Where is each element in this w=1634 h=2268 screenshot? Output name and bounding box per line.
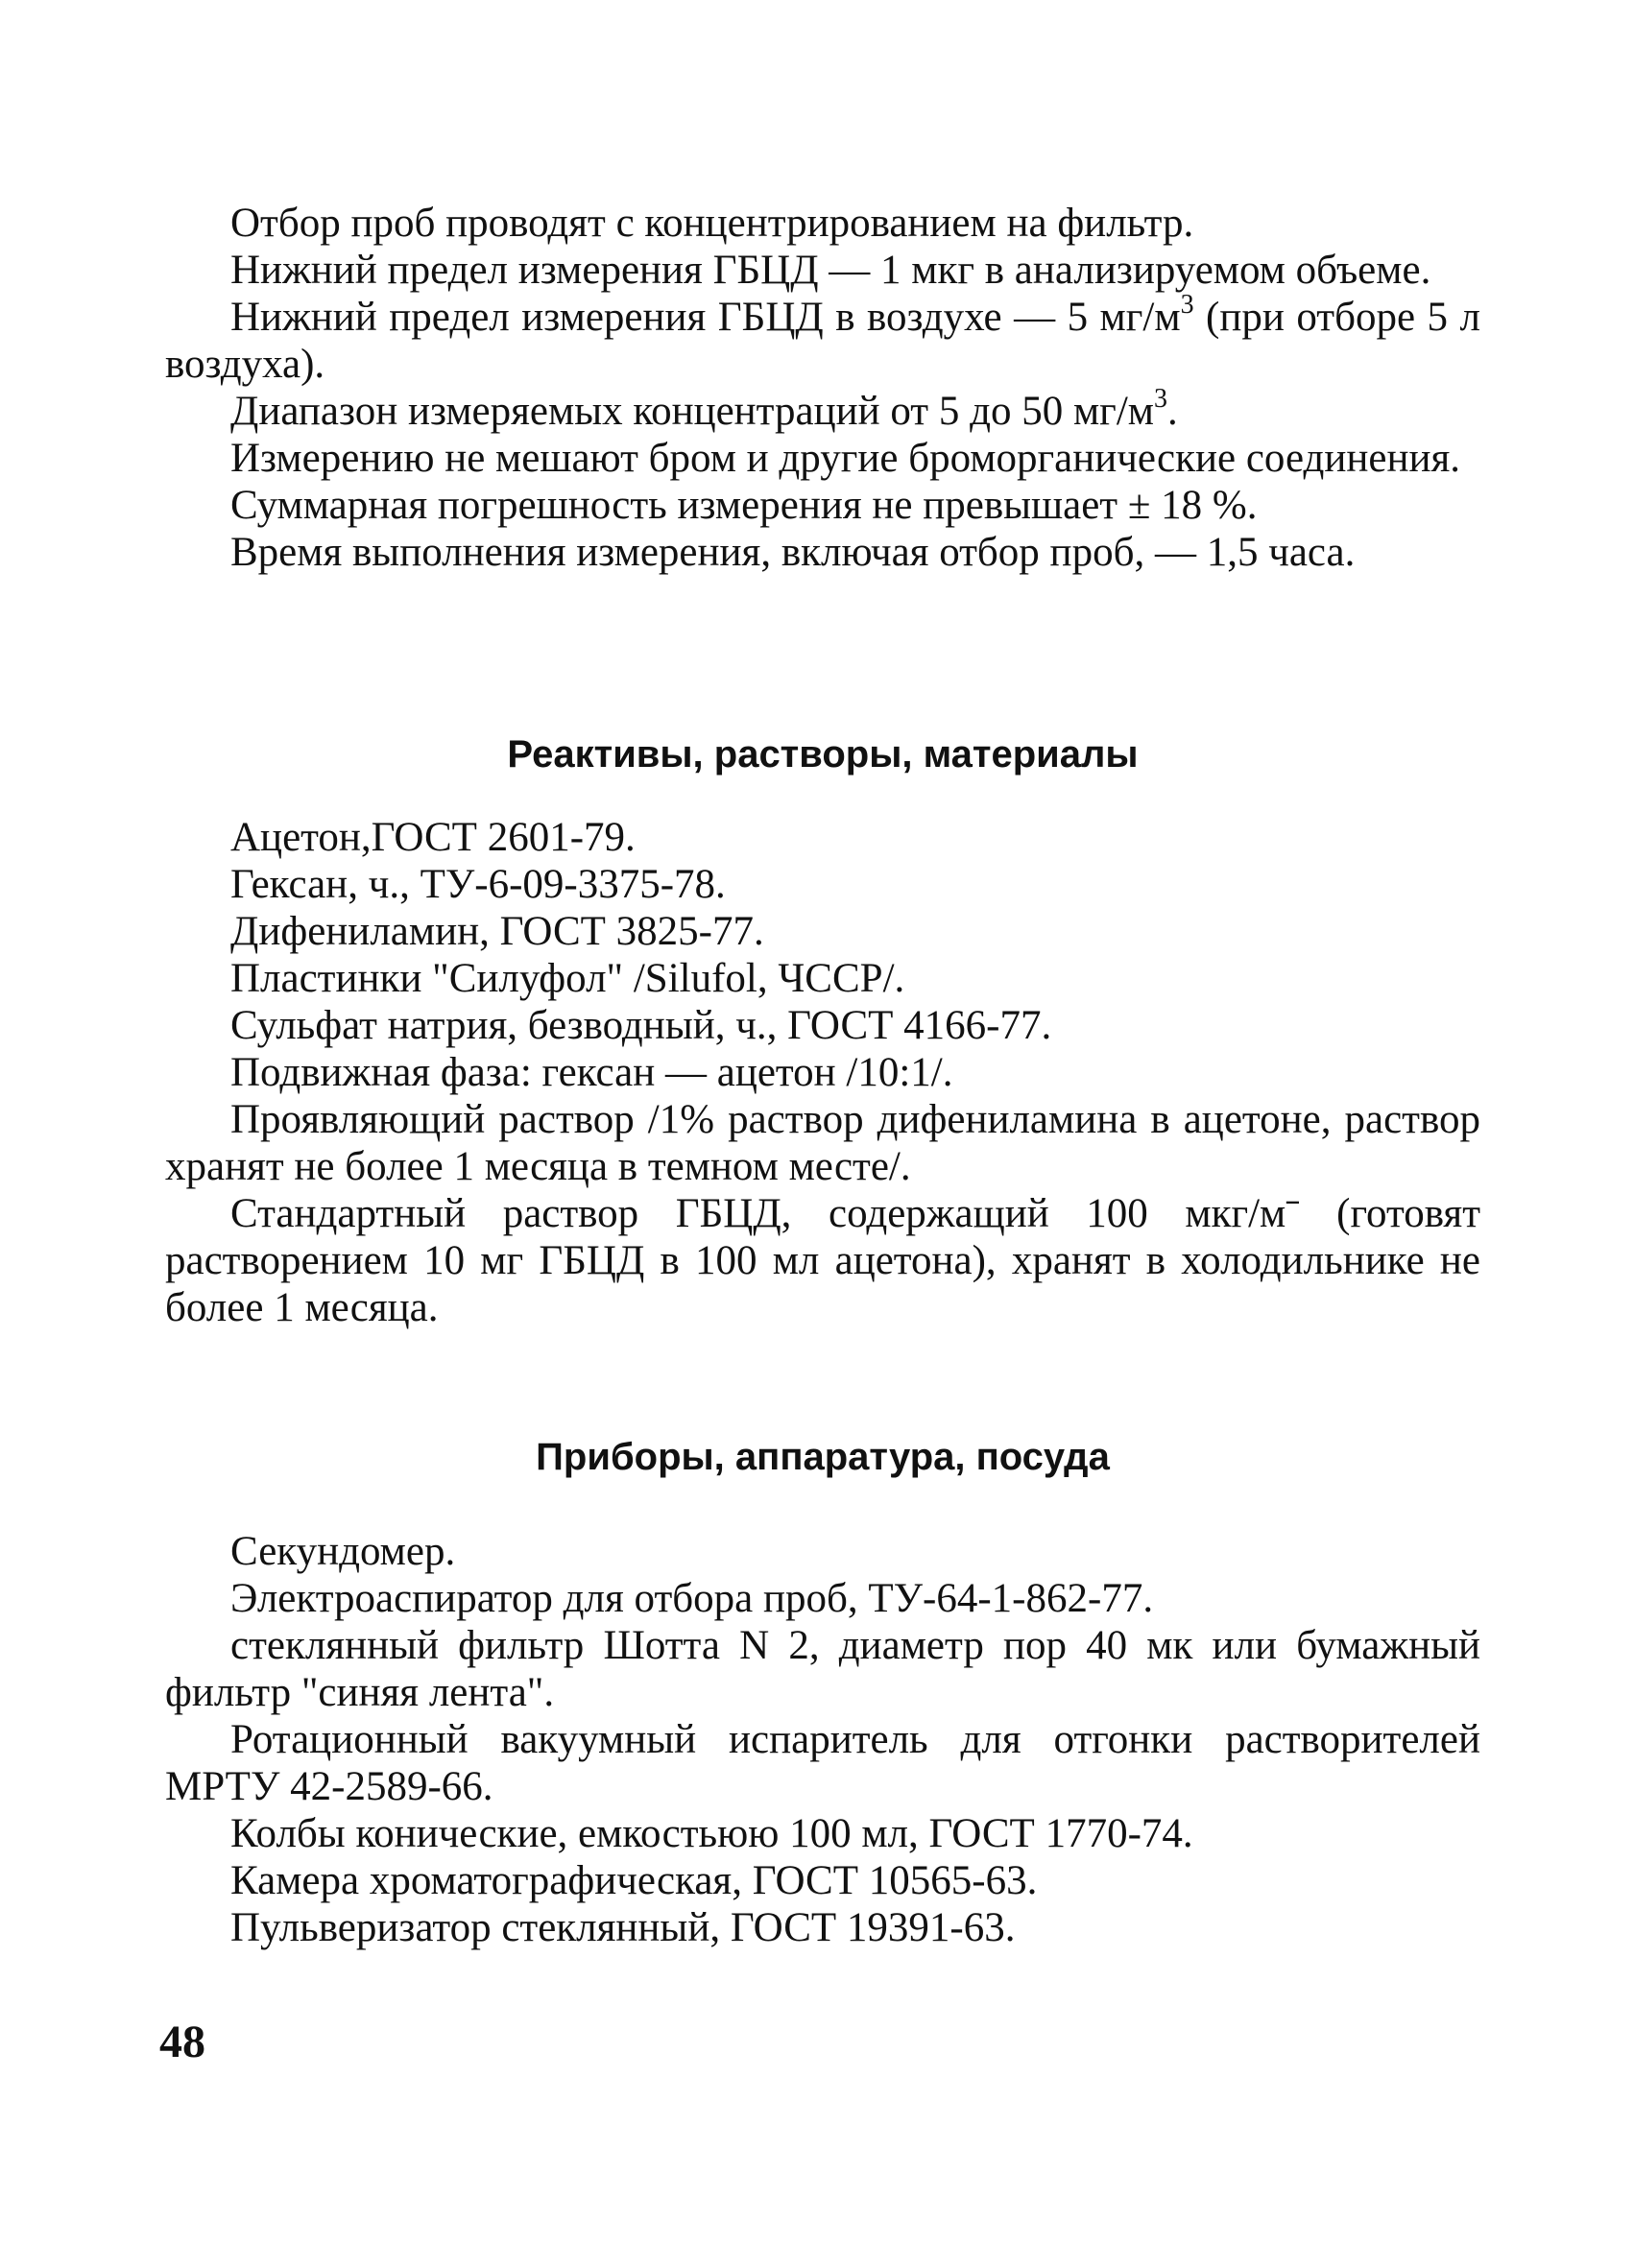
equipment-list bbox=[165, 1528, 1480, 1951]
page-number: 48 bbox=[159, 2017, 205, 2067]
superscript: 3 bbox=[1180, 290, 1194, 320]
paragraph: Измерению не мешают бром и другие броморганические соединения. bbox=[230, 436, 1461, 481]
list-item: Ротационный вакуумный испаритель для отгонки растворителей МРТУ 42-2589-66. bbox=[165, 1717, 1480, 1809]
paragraph: Суммарная погрешность измерения не превышает ± 18 %. bbox=[230, 483, 1258, 528]
paragraph-text: Диапазон измеряемых концентраций от 5 до 50 мг/м bbox=[230, 389, 1154, 434]
section-heading-reagents: Реактивы, растворы, материалы bbox=[507, 733, 1139, 776]
paragraph: Время выполнения измерения, включая отбор проб, — 1,5 часа. bbox=[230, 530, 1356, 575]
section-heading-equipment: Приборы, аппаратура, посуда bbox=[536, 1436, 1110, 1478]
list-item: Стандартный раствор ГБЦД, содержащий 100 мкг/мˉ (готовят растворением 10 мг ГБЦД в 100 мл ацетона), хранят в холодильнике не более 1 месяца. bbox=[165, 1191, 1480, 1330]
list-item: Колбы конические, емкостьюю 100 мл, ГОСТ 1770-74. bbox=[230, 1811, 1193, 1856]
list-item: Дифениламин, ГОСТ 3825-77. bbox=[230, 909, 764, 954]
list-item: Ацетон,ГОСТ 2601-79. bbox=[230, 815, 636, 860]
paragraph-text: отборе 5 л воздуха). bbox=[165, 295, 1480, 387]
paragraph-text: (при bbox=[1193, 295, 1285, 340]
list-item: Электроаспиратор для отбора проб, ТУ-64-1-862-77. bbox=[230, 1576, 1154, 1621]
paragraph: Нижний предел измерения ГБЦД — 1 мкг в анализируемом объеме. bbox=[230, 248, 1431, 293]
list-item: Камера хроматографическая, ГОСТ 10565-63. bbox=[230, 1858, 1038, 1903]
list-item: Секундомер. bbox=[230, 1529, 456, 1574]
superscript: 3 bbox=[1153, 384, 1167, 414]
paragraph-text: . bbox=[1166, 389, 1178, 434]
list-item: Пластинки "Силуфол" /Silufol, ЧССР/. bbox=[230, 956, 905, 1001]
intro-section bbox=[165, 200, 1480, 576]
reagents-list bbox=[165, 814, 1480, 1331]
list-item: Пульверизатор стеклянный, ГОСТ 19391-63. bbox=[230, 1905, 1016, 1950]
list-item: стеклянный фильтр Шотта N 2, диаметр пор 40 мк или бумажный фильтр "синяя лента". bbox=[165, 1623, 1480, 1715]
paragraph: Отбор проб проводят с концентрированием на фильтр. bbox=[230, 201, 1194, 246]
list-item: Проявляющий раствор /1% раствор дифениламина в ацетоне, раствор хранят не более 1 месяца в темном месте/. bbox=[165, 1097, 1480, 1189]
paragraph bbox=[165, 384, 1480, 435]
paragraph-text: Нижний предел измерения ГБЦД в воздухе — 5 мг/м bbox=[230, 295, 1181, 340]
list-item: Сульфат натрия, безводный, ч., ГОСТ 4166-77. bbox=[230, 1003, 1052, 1048]
list-item: Подвижная фаза: гексан — ацетон /10:1/. bbox=[230, 1050, 953, 1095]
paragraph bbox=[165, 290, 1480, 388]
list-item: Гексан, ч., ТУ-6-09-3375-78. bbox=[230, 862, 726, 907]
